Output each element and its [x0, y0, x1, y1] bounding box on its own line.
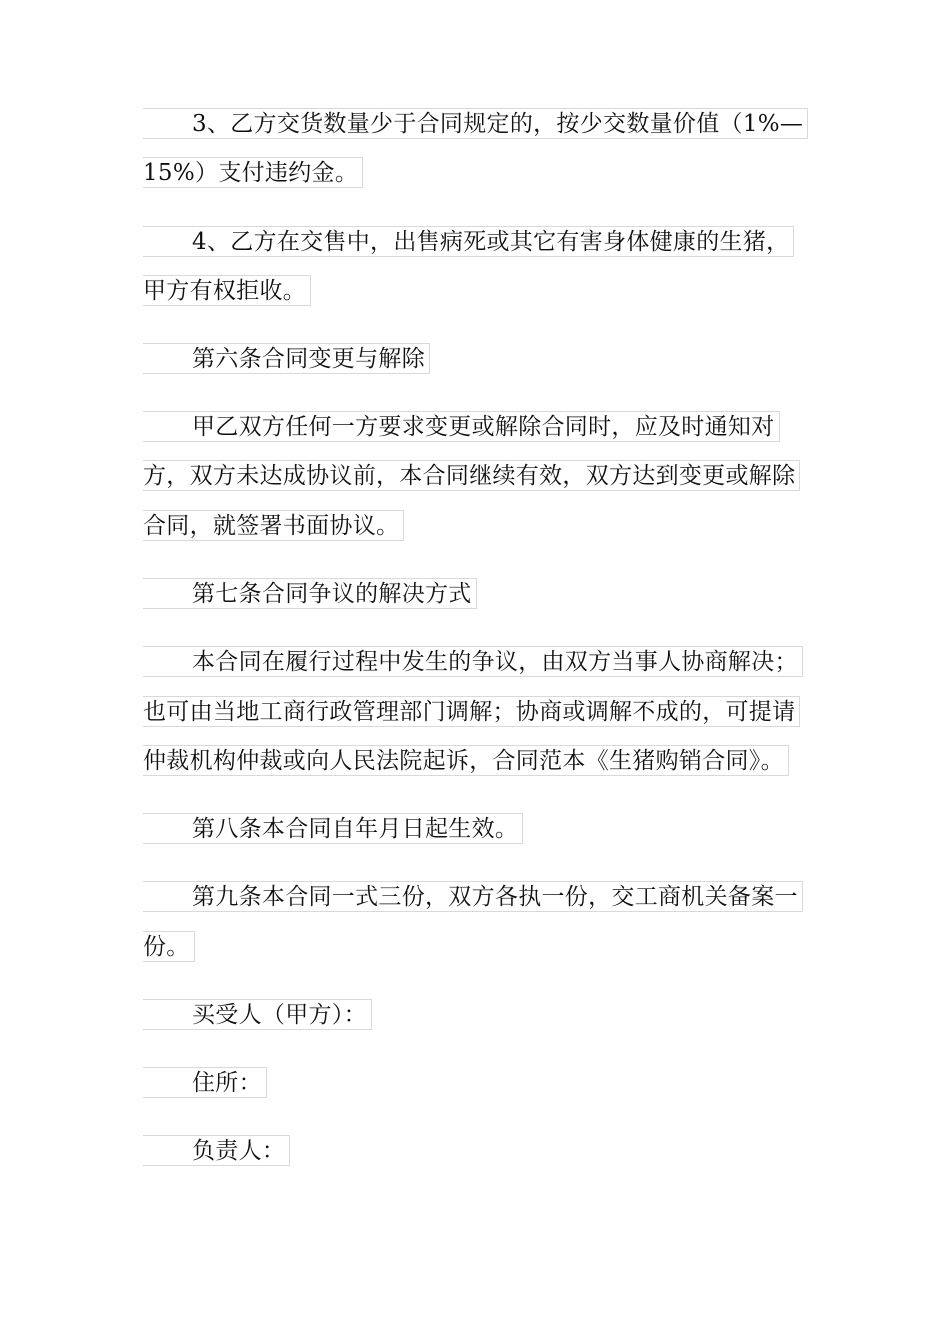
clause-6-body-line-3: 合同，就签署书面协议。	[143, 510, 404, 541]
clause-5-item-3-line-2: 15%）支付违约金。	[143, 157, 363, 188]
clause-9-line-2: 份。	[143, 931, 195, 962]
clause-9-line-1: 第九条本合同一式三份，双方各执一份，交工商机关备案一	[143, 881, 803, 912]
clause-8: 第八条本合同自年月日起生效。	[143, 813, 523, 844]
clause-5-item-3-line-1: 3、乙方交货数量少于合同规定的，按少交数量价值（1%—	[143, 108, 808, 139]
clause-6-body-line-1: 甲乙双方任何一方要求变更或解除合同时，应及时通知对	[143, 411, 780, 442]
responsible-person-label: 负责人：	[143, 1135, 290, 1166]
clause-7-body-line-3: 仲裁机构仲裁或向人民法院起诉，合同范本《生猪购销合同》。	[143, 745, 789, 776]
buyer-label: 买受人（甲方）：	[143, 999, 372, 1030]
address-label: 住所：	[143, 1067, 267, 1098]
clause-6-heading: 第六条合同变更与解除	[143, 343, 430, 374]
clause-5-item-4-line-2: 甲方有权拒收。	[143, 275, 311, 306]
clause-7-heading: 第七条合同争议的解决方式	[143, 578, 477, 609]
clause-7-body-line-2: 也可由当地工商行政管理部门调解；协商或调解不成的，可提请	[143, 696, 800, 727]
clause-7-body-line-1: 本合同在履行过程中发生的争议，由双方当事人协商解决；	[143, 646, 803, 677]
clause-6-body-line-2: 方，双方未达成协议前，本合同继续有效，双方达到变更或解除	[143, 460, 800, 491]
clause-5-item-4-line-1: 4、乙方在交售中，出售病死或其它有害身体健康的生猪，	[143, 226, 794, 257]
